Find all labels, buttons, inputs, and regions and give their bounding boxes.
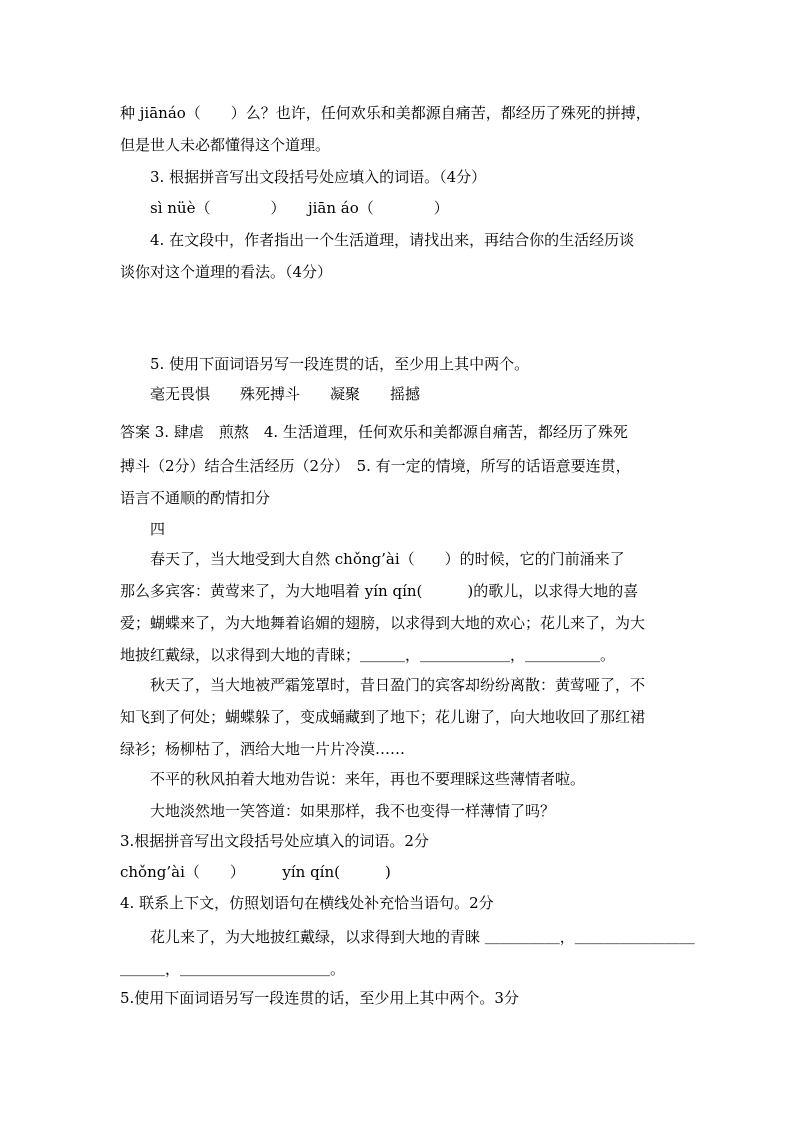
passage-line: 爱；蝴蝶来了，为大地舞着谄媚的翅膀，以求得到大地的欢心；花儿来了，为大 (120, 614, 646, 632)
question-4: 4. 在文段中，作者指出一个生活道理，请找出来，再结合你的生活经历谈 (150, 231, 635, 249)
passage-line: 那么多宾客：黄莺来了，为大地唱着 yín qín( )的歌儿，以求得大地的喜 (120, 582, 639, 600)
passage-line: 大地淡然地一笑答道：如果那样，我不也变得一样薄情了吗？ (150, 802, 556, 820)
fill-blank-line: 花儿来了，为大地披红戴绿，以求得到大地的青睐 ＿＿＿＿＿，＿＿＿＿＿＿＿＿ (150, 928, 695, 946)
word-list: 毫无畏惧 殊死搏斗 凝聚 摇撼 (150, 385, 421, 403)
passage-line: 知飞到了何处；蝴蝶躲了，变成蛹藏到了地下；花儿谢了，向大地收回了那红裙 (120, 708, 646, 726)
answer-line: 语言不通顺的酌情扣分 (120, 489, 271, 507)
answer-line: 搏斗（2分）结合生活经历（2分） 5. 有一定的情境，所写的话语意要连贯， (120, 457, 631, 475)
question-3b: 3.根据拼音写出文段括号处应填入的词语。2分 (120, 832, 429, 850)
question-5: 5. 使用下面词语另写一段连贯的话，至少用上其中两个。 (150, 355, 530, 373)
text-line: 种 jiānáo（ ）么？也许，任何欢乐和美都源自痛苦，都经历了殊死的拼搏， (120, 104, 651, 122)
passage-line: 秋天了，当大地被严霜笼罩时，昔日盈门的宾客却纷纷离散：黄莺哑了，不 (150, 676, 646, 694)
pinyin-blanks-b: chǒng’ài（ ） yín qín( ) (120, 863, 391, 881)
fill-blank-line: ＿＿＿，＿＿＿＿＿＿＿＿＿＿。 (120, 960, 346, 978)
section-heading: 四 (150, 520, 166, 538)
answer-line: 答案 3. 肆虐 煎熬 4. 生活道理，任何欢乐和美都源自痛苦，都经历了殊死 (120, 423, 628, 441)
question-5b: 5.使用下面词语另写一段连贯的话，至少用上其中两个。3分 (120, 989, 519, 1007)
pinyin-blanks: sì nüè（ ） jiān áo（ ） (150, 199, 449, 217)
passage-line: 绿衫；杨柳枯了，洒给大地一片片冷漠…… (120, 740, 406, 758)
passage-line: 春天了，当大地受到大自然 chǒng’ài（ ）的时候，它的门前涌来了 (150, 550, 625, 568)
text-line: 谈你对这个道理的看法。（4分） (120, 263, 333, 281)
passage-line: 地披红戴绿，以求得到大地的青睐；＿＿＿，＿＿＿＿＿＿，＿＿＿＿＿。 (120, 646, 616, 664)
passage-line: 不平的秋风拍着大地劝告说：来年，再也不要理睬这些薄情者啦。 (150, 770, 586, 788)
question-4b: 4. 联系上下文，仿照划语句在横线处补充恰当语句。2分 (120, 894, 494, 912)
text-line: 但是世人未必都懂得这个道理。 (120, 136, 331, 154)
question-3: 3. 根据拼音写出文段括号处应填入的词语。（4分） (150, 168, 487, 186)
